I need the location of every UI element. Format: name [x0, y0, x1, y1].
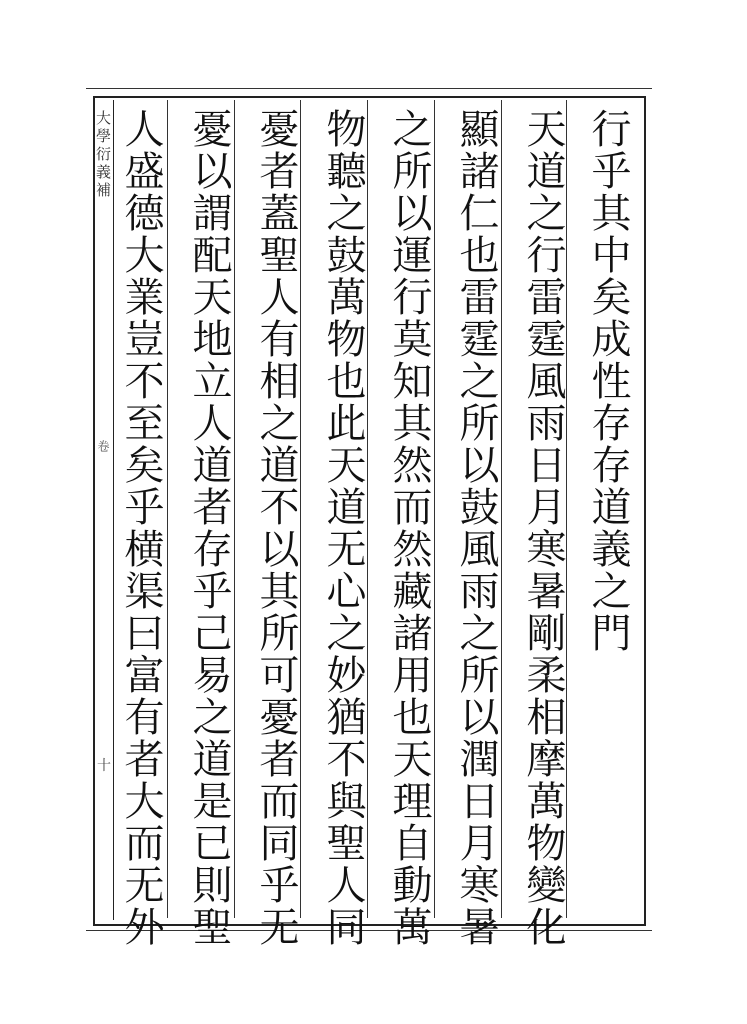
bottom-border-line: [86, 930, 652, 931]
column-rule: [501, 100, 502, 918]
text-column-2: 天道之行雷霆風雨日月寒暑剛柔相摩萬物變化: [520, 108, 566, 948]
column-rule: [367, 100, 368, 918]
margin-volume: 卷: [96, 440, 110, 452]
page-number: 十: [97, 758, 111, 774]
margin-title: 大學衍義補: [94, 110, 112, 200]
text-column-4: 之所以運行莫知其然而然藏諸用也天理自動萬: [386, 108, 432, 948]
text-column-3: 顯諸仁也雷霆之所以鼓風雨之所以潤日月寒暑: [453, 108, 499, 948]
text-column-1: 行乎其中矣成性存存道義之門: [585, 108, 631, 654]
top-border-line: [86, 88, 652, 89]
text-column-7: 憂以謂配天地立人道者存乎己易之道是已則聖: [186, 108, 232, 948]
column-rule: [434, 100, 435, 918]
text-column-6: 憂者蓋聖人有相之道不以其所可憂者而同乎无: [253, 108, 299, 948]
column-rule: [300, 100, 301, 918]
column-rule: [234, 100, 235, 918]
text-column-5: 物聽之鼓萬物也此天道无心之妙猶不與聖人同: [320, 108, 366, 948]
text-column-8: 人盛德大業豈不至矣乎横渠曰富有者大而无外: [118, 108, 164, 948]
column-rule: [566, 100, 567, 918]
column-rule: [167, 100, 168, 918]
